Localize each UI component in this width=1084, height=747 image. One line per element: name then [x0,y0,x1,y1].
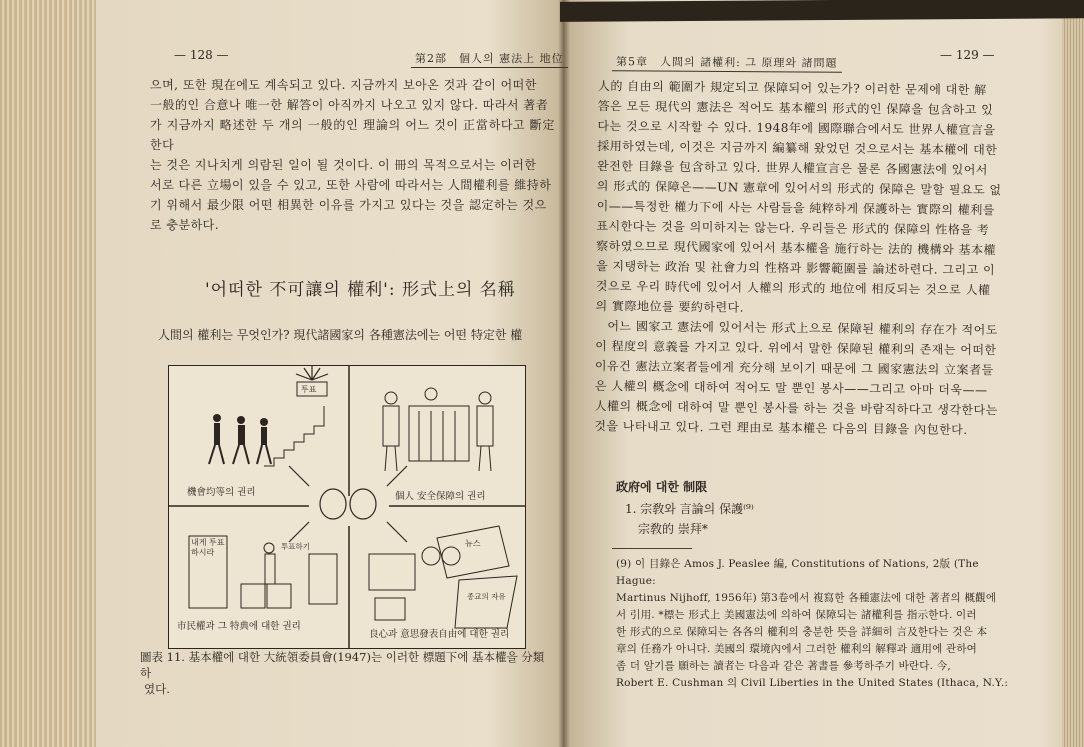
left-page-number: — 128 — [174,48,229,62]
text-line: 이——특정한 權力下에 사는 사람들을 純粹하게 保護하는 實際의 權利를 [596,198,995,218]
subheading: 政府에 대한 制限 [616,480,708,494]
text-line: 의 實際地位를 要約하련다. [595,298,745,315]
list-item: 1. 宗敎와 言論의 保護⁽⁹⁾ [625,502,754,516]
caption-line: 圖表 11. 基本權에 대한 大統領委員會(1947)는 이러한 標題下에 基本權을 分類하 [140,650,545,680]
text-line: 표시한다는 것을 의미하지는 않는다. 우리들은 形式的 保障의 性格을 考 [596,218,990,238]
figure-caption [140,649,555,697]
text-line: 것으로 우리 時代에 있어서 人權의 形式的 地位에 相反되는 것으로 人權 [595,278,991,298]
text-line: 서로 다른 立場이 있을 수 있고, 또한 사람에 따라서는 人間權利를 維持하 [150,178,552,192]
list-subitem: 宗敎的 崇拜* [638,522,708,536]
faces-icon [289,466,407,542]
text-line: 人的 自由의 範圍가 規定되고 保障되어 있는가? 이러한 문제에 대한 解 [597,78,987,98]
text-line: 의 形式的 保障은——UN 憲章에 있어서의 形式的 保障은 말할 필요도 없 [596,178,1002,198]
newspaper-radio-icon [369,526,517,628]
section-title: '어떠한 不可讓의 權利': 形式上의 名稱 [205,280,516,300]
panel-label: 個人 安全保障의 권리 [395,491,486,502]
text-line: 人權의 概念에 대하여 말 뿐인 봉사를 하는 것을 바람직하다고 생각한다는 [594,398,998,418]
footnote-line: Robert E. Cushman 의 Civil Liberties in the United States (Ithaca, N.Y.: [616,677,1009,689]
text-line: 을 지탱하는 政治 및 社會力의 性格과 影響範圍를 論述하련다. 그리고 이 [595,258,996,278]
left-body-paragraph [150,75,555,235]
text-line: 이 程度의 意義를 가지고 있다. 위에서 말한 保障된 權利의 존재는 어떠한 [595,338,997,358]
text-line: 기 위해서 最少限 어떤 相異한 이유를 가지고 있다는 것을 認定하는 것으 [150,198,547,212]
page-edges-left [0,0,96,747]
text-line: 採用하였는데, 이것은 지금까지 編纂해 왔었던 것으로서는 基本權에 대한 [597,138,998,158]
right-body-paragraph-1 [594,76,1014,440]
footnote [616,556,1016,692]
people-climbing-icon [209,414,271,464]
rights-illustration [168,365,526,649]
stairs-icon [264,382,327,466]
text-line: 答은 모든 現代의 憲法은 적어도 基本權의 形式的인 保障을 包含하고 있 [597,98,994,118]
caption-line: 였다. [144,682,170,696]
text-line: 것을 나타내고 있다. 그런 理由로 基本權은 다음의 目錄을 內包한다. [594,418,968,437]
courtroom-icon [383,388,493,471]
panel-label: 市民權과 그 特典에 대한 권리 [177,621,301,632]
text-line: 다는 것으로 시작할 수 있다. 1948年에 國際聯合에서도 世界人權宣言을 [597,118,996,138]
footnote-rule [612,548,692,549]
text-line: 가 지금까지 略述한 두 개의 一般的인 理論의 어느 것이 正當하다고 斷定한다 [150,118,555,152]
text-line: 은 人權의 概念에 대하여 적어도 말 뿐인 봉사——그리고 아마 더욱—— [594,378,988,398]
text-line: 으며, 또한 現在에도 계속되고 있다. 지금까지 보아온 것과 같이 어떠한 [150,78,537,92]
text-line: 이유건 憲法立案者들에게 充分해 보이기 때문에 그 國家憲法의 立案者들 [594,358,994,378]
panel-label: 機會均等의 권리 [187,487,256,498]
sign-label: 투표 [301,385,317,394]
left-running-head: 第2部 個人의 憲法上 地位 [411,50,568,68]
text-line: 어느 國家고 憲法에 있어서는 形式上으로 保障된 權利의 存在가 적어도 [607,319,998,338]
illustration-drawing [169,366,525,648]
sign-label: 투표하기 [281,542,310,551]
footnote-line: (9) 이 目錄은 Amos J. Peaslee 編, Constitutions of Nations, 2版 (The Hague: [616,558,979,587]
panel-label: 良心과 意思發表自由에 대한 권리 [369,629,510,640]
intro-line: 人間의 權利는 무엇인가? 現代諸國家의 各種憲法에는 어떤 特定한 權 [158,328,523,342]
right-page-number: — 129 — [940,48,995,62]
sign-label: 종교의 자유 [467,592,506,601]
right-running-head: 第5章 人間의 諸權利: 그 原理와 諸問題 [612,53,842,73]
background-strip [560,0,1084,22]
text-line: 察하였으므로 現代國家에 있어서 基本權을 施行하는 法的 機構와 基本權 [596,238,997,258]
text-line: 완전한 目錄을 包含하고 있다. 世界人權宣言은 물론 各國憲法에 있어서 [596,158,989,178]
sun-rays-icon [296,366,328,380]
text-line: 로 충분하다. [150,218,220,232]
footnote-line: 좀 더 알기를 願하는 讀者는 다음과 같은 著書를 參考하주기 바란다. 今, [616,660,951,672]
sign-label: 내게 투표하시라 [191,538,225,557]
page-edges-right [1062,0,1084,747]
footnote-line: 서 引用. *標는 形式上 美國憲法에 의하여 保障되는 諸權利를 指示한다. 이러 [616,609,977,621]
text-line: 는 것은 지나치게 의람된 일이 될 것이다. 이 冊의 목적으로서는 이러한 [150,158,537,172]
footnote-line: Martinus Nijhoff, 1956年) 第3卷에서 複寫한 各種憲法에 대한 著者의 概觀에 [616,592,997,604]
footnote-line: 한 形式的으로 保障되는 各各의 權利의 충분한 뜻을 詳細히 言及한다는 것은 本 [616,626,988,638]
text-line: 一般的인 合意나 唯一한 解答이 아직까지 나오고 있지 않다. 따라서 著者 [150,98,549,112]
sign-label: 뉴스 [465,539,481,548]
footnote-line: 章의 任務가 아니다. 美國의 環境內에서 그러한 權利의 解釋과 適用에 관하여 [616,643,978,655]
